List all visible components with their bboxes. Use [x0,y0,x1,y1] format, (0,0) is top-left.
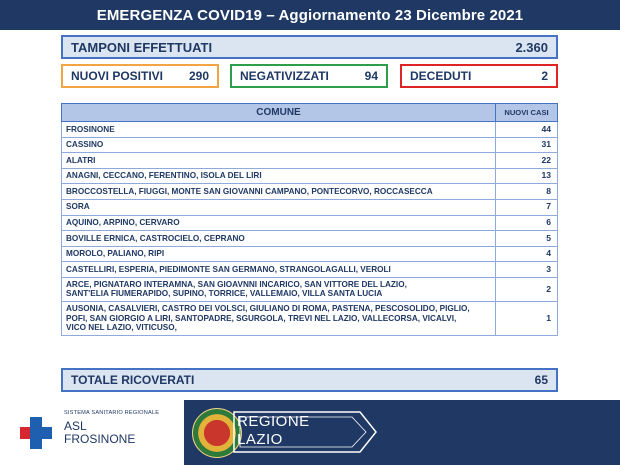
negativizzati-box [230,64,388,88]
comune-cell: ANAGNI, CECCANO, FERENTINO, ISOLA DEL LIRI [62,168,496,184]
tamponi-label: TAMPONI EFFETTUATI [71,39,213,55]
nuovi-casi-cell: 8 [496,184,558,200]
page-title: EMERGENZA COVID19 – Aggiornamento 23 Dicembre 2021 [96,6,524,24]
positivi-value: 290 [188,69,209,83]
nuovi-casi-cell: 2 [496,277,558,301]
asl-line2: FROSINONE [64,432,136,446]
comune-cell: ARCE, PIGNATARO INTERAMNA, SAN GIOAVNNI INCARICO, SAN VITTORE DEL LAZIO, SANT'ELIA FIUMERAPIDO, SUPINO, TORRICE, VALLEMAIO, VILLA SANTA LUCIA [62,277,496,301]
negativizzati-label: NEGATIVIZZATI [240,69,329,83]
totale-label: TOTALE RICOVERATI [71,373,195,387]
comune-cell: MOROLO, PALIANO, RIPI [62,246,496,262]
table-row [62,262,558,278]
nuovi-casi-cell: 5 [496,231,558,247]
positivi-box [61,64,219,88]
table-row [62,215,558,231]
tamponi-box [61,35,558,59]
table-row [62,231,558,247]
totale-ricoverati-box [61,368,558,392]
table-row [62,246,558,262]
nuovi-casi-cell: 31 [496,137,558,153]
table-row [62,301,558,335]
asl-footer [0,400,184,465]
deceduti-box [400,64,558,88]
table-row [62,168,558,184]
table-row [62,122,558,138]
nuovi-casi-cell: 1 [496,301,558,335]
page-title-bar [0,0,620,30]
table-row [62,199,558,215]
nuovi-casi-cell: 4 [496,246,558,262]
comune-cell: AUSONIA, CASALVIERI, CASTRO DEI VOLSCI, GIULIANO DI ROMA, PASTENA, PESCOSOLIDO, PIGLIO, POFI, SAN GIORGIO A LIRI, SANTOPADRE, SGURGOLA, TREVI NEL LAZIO, VALLECORSA, VICALVI, VICO NEL LAZIO, VITICUSO, [62,301,496,335]
table-row [62,153,558,169]
nuovi-casi-cell: 3 [496,262,558,278]
column-header-comune: COMUNE [62,104,496,122]
nuovi-casi-cell: 22 [496,153,558,169]
deceduti-value: 2 [541,69,548,83]
column-header-nuovi-casi: NUOVI CASI [496,104,558,122]
totale-value: 65 [534,373,548,387]
nuovi-casi-cell: 7 [496,199,558,215]
asl-cross-icon [18,415,54,451]
table-row [62,184,558,200]
table-header-row [62,104,558,122]
asl-name [64,420,135,446]
comune-cell: BOVILLE ERNICA, CASTROCIELO, CEPRANO [62,231,496,247]
nuovi-casi-cell: 44 [496,122,558,138]
regione-line1: REGIONE [237,413,310,430]
comune-cell: CASTELLIRI, ESPERIA, PIEDIMONTE SAN GERMANO, STRANGOLAGALLI, VEROLI [62,262,496,278]
comuni-table [61,103,558,336]
table-row [62,137,558,153]
positivi-label: NUOVI POSITIVI [71,69,164,83]
comune-cell: AQUINO, ARPINO, CERVARO [62,215,496,231]
regione-name [237,413,310,449]
comune-cell: ALATRI [62,153,496,169]
tamponi-value: 2.360 [515,39,548,55]
regione-line2: LAZIO [237,431,283,448]
comune-cell: FROSINONE [62,122,496,138]
nuovi-casi-cell: 13 [496,168,558,184]
comune-cell: CASSINO [62,137,496,153]
asl-line1: ASL [64,419,87,433]
comune-cell: BROCCOSTELLA, FIUGGI, MONTE SAN GIOVANNI CAMPANO, PONTECORVO, ROCCASECCA [62,184,496,200]
negativizzati-value: 94 [364,69,378,83]
nuovi-casi-cell: 6 [496,215,558,231]
comune-cell: SORA [62,199,496,215]
regione-footer [184,400,620,465]
deceduti-label: DECEDUTI [410,69,472,83]
ssr-label: SISTEMA SANITARIO REGIONALE [64,410,160,416]
table-row [62,277,558,301]
